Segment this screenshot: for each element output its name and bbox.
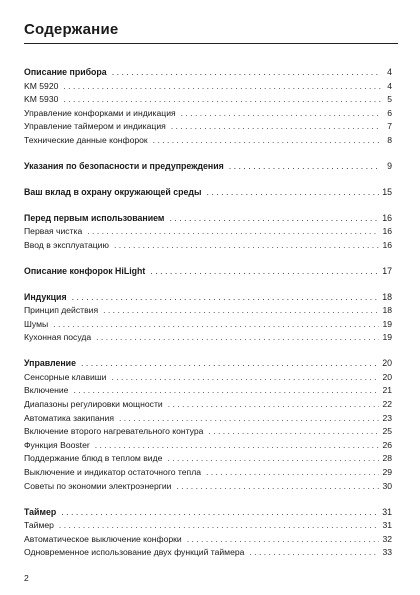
- toc-heading-label: Таймер: [24, 506, 57, 517]
- toc-entry-page: 7: [387, 121, 392, 132]
- dot-leader: [114, 239, 380, 253]
- toc-entry-page: 6: [387, 107, 392, 118]
- toc-entry[interactable]: [24, 452, 392, 466]
- toc-entry[interactable]: [24, 398, 392, 412]
- toc-heading[interactable]: [24, 66, 392, 80]
- toc-heading[interactable]: [24, 265, 392, 279]
- dot-leader: [206, 186, 379, 200]
- toc-heading-page: 16: [382, 212, 392, 223]
- dot-leader: [72, 291, 380, 305]
- toc-entry-page: 18: [382, 305, 392, 316]
- toc-entry[interactable]: [24, 384, 392, 398]
- toc-entry-label: Диапазоны регулировки мощности: [24, 399, 163, 410]
- toc-entry-label: Одновременное использование двух функций таймера: [24, 547, 245, 558]
- dot-leader: [187, 533, 380, 547]
- toc-entry[interactable]: [24, 466, 392, 480]
- toc-entry-label: KM 5920: [24, 80, 59, 91]
- toc-heading-label: Перед первым использованием: [24, 212, 165, 223]
- dot-leader: [103, 304, 379, 318]
- toc-entry-page: 23: [382, 412, 392, 423]
- toc-entry-page: 32: [382, 533, 392, 544]
- dot-leader: [150, 265, 379, 279]
- toc-entry[interactable]: [24, 239, 392, 253]
- toc-entry-label: Таймер: [24, 520, 54, 531]
- toc-heading-page: 9: [387, 160, 392, 171]
- toc-heading[interactable]: [24, 291, 392, 305]
- toc-entry[interactable]: [24, 304, 392, 318]
- dot-leader: [111, 371, 379, 385]
- dot-leader: [169, 212, 379, 226]
- toc-heading-page: 15: [382, 186, 392, 197]
- toc-heading-label: Указания по безопасности и предупреждения: [24, 160, 224, 171]
- toc-entry-page: 20: [382, 371, 392, 382]
- dot-leader: [206, 466, 379, 480]
- toc-section: [24, 186, 392, 200]
- toc-heading[interactable]: [24, 160, 392, 174]
- dot-leader: [249, 546, 379, 560]
- toc-entry-label: Поддержание блюд в теплом виде: [24, 453, 163, 464]
- toc-heading-label: Ваш вклад в охрану окружающей среды: [24, 186, 202, 197]
- toc-entry[interactable]: [24, 134, 392, 148]
- toc-heading-label: Индукция: [24, 291, 67, 302]
- toc-entry-label: Первая чистка: [24, 226, 83, 237]
- toc-heading-page: 17: [382, 265, 392, 276]
- toc-entry[interactable]: [24, 120, 392, 134]
- toc-heading-label: Управление: [24, 358, 76, 369]
- dot-leader: [112, 66, 381, 80]
- toc-entry-label: Функция Booster: [24, 439, 90, 450]
- toc-entry-page: 26: [382, 439, 392, 450]
- dot-leader: [87, 225, 379, 239]
- dot-leader: [229, 160, 381, 174]
- toc-section: [24, 265, 392, 279]
- toc-entry-page: 16: [382, 226, 392, 237]
- dot-leader: [176, 480, 379, 494]
- toc-entry-label: Включение второго нагревательного контура: [24, 426, 204, 437]
- dot-leader: [181, 107, 381, 121]
- toc-section: [24, 506, 392, 560]
- dot-leader: [119, 412, 379, 426]
- toc-entry[interactable]: [24, 533, 392, 547]
- page-number: 2: [24, 573, 29, 583]
- dot-leader: [63, 93, 381, 107]
- dot-leader: [96, 331, 379, 345]
- toc-entry[interactable]: [24, 412, 392, 426]
- toc-entry-page: 4: [387, 80, 392, 91]
- toc-section: [24, 357, 392, 493]
- toc-heading[interactable]: [24, 186, 392, 200]
- dot-leader: [59, 519, 380, 533]
- toc-entry-page: 8: [387, 134, 392, 145]
- toc-section: [24, 160, 392, 174]
- dot-leader: [81, 357, 379, 371]
- dot-leader: [73, 384, 379, 398]
- toc-heading[interactable]: [24, 212, 392, 226]
- toc-entry-page: 21: [382, 385, 392, 396]
- dot-leader: [168, 398, 380, 412]
- page-title: Содержание: [24, 21, 119, 38]
- toc-entry-page: 19: [382, 332, 392, 343]
- dot-leader: [167, 452, 379, 466]
- dot-leader: [53, 318, 379, 332]
- toc-section: [24, 291, 392, 345]
- toc-entry[interactable]: [24, 371, 392, 385]
- toc-heading[interactable]: [24, 357, 392, 371]
- dot-leader: [63, 80, 381, 94]
- toc-entry[interactable]: [24, 107, 392, 121]
- toc-entry-label: Шумы: [24, 318, 49, 329]
- title-divider: [24, 43, 398, 44]
- toc-entry-label: Ввод в эксплуатацию: [24, 239, 109, 250]
- toc-entry[interactable]: [24, 93, 392, 107]
- toc-entry-label: Советы по экономии электроэнергии: [24, 480, 172, 491]
- toc-entry[interactable]: [24, 425, 392, 439]
- toc-entry-label: Управление таймером и индикация: [24, 121, 166, 132]
- toc-section: [24, 212, 392, 253]
- toc-entry-page: 33: [382, 547, 392, 558]
- toc-heading-page: 31: [382, 506, 392, 517]
- toc-entry-page: 25: [382, 426, 392, 437]
- dot-leader: [61, 506, 379, 520]
- toc-entry-label: Сенсорные клавиши: [24, 371, 107, 382]
- toc-entry-label: Управление конфорками и индикация: [24, 107, 176, 118]
- toc-entry[interactable]: [24, 318, 392, 332]
- dot-leader: [171, 120, 381, 134]
- toc-entry-page: 22: [382, 399, 392, 410]
- toc-heading-label: Описание конфорок HiLight: [24, 265, 146, 276]
- toc-entry[interactable]: [24, 480, 392, 494]
- toc-entry-label: Кухонная посуда: [24, 332, 92, 343]
- toc-entry[interactable]: [24, 519, 392, 533]
- table-of-contents: [24, 66, 392, 572]
- toc-entry[interactable]: [24, 225, 392, 239]
- toc-entry-label: Технические данные конфорок: [24, 134, 148, 145]
- toc-heading-label: Описание прибора: [24, 67, 107, 77]
- toc-entry-page: 29: [382, 467, 392, 478]
- toc-entry[interactable]: [24, 80, 392, 94]
- toc-entry-label: Принцип действия: [24, 305, 99, 316]
- toc-entry[interactable]: [24, 331, 392, 345]
- dot-leader: [208, 425, 379, 439]
- toc-entry-label: Включение: [24, 385, 69, 396]
- toc-entry-page: 28: [382, 453, 392, 464]
- toc-entry-page: 5: [387, 94, 392, 105]
- toc-entry-page: 31: [382, 520, 392, 531]
- toc-entry-label: Автоматика закипания: [24, 412, 114, 423]
- toc-entry[interactable]: [24, 546, 392, 560]
- toc-entry-page: 16: [382, 239, 392, 250]
- toc-heading-page: 4: [387, 67, 392, 77]
- dot-leader: [153, 134, 381, 148]
- toc-heading-page: 18: [382, 291, 392, 302]
- toc-entry-page: 30: [382, 480, 392, 491]
- toc-entry-label: Автоматическое выключение конфорки: [24, 533, 182, 544]
- toc-section: [24, 66, 392, 148]
- toc-entry[interactable]: [24, 439, 392, 453]
- toc-entry-label: Выключение и индикатор остаточного тепла: [24, 467, 201, 478]
- toc-entry-page: 19: [382, 318, 392, 329]
- dot-leader: [95, 439, 380, 453]
- toc-heading[interactable]: [24, 506, 392, 520]
- toc-entry-label: KM 5930: [24, 94, 59, 105]
- toc-heading-page: 20: [382, 358, 392, 369]
